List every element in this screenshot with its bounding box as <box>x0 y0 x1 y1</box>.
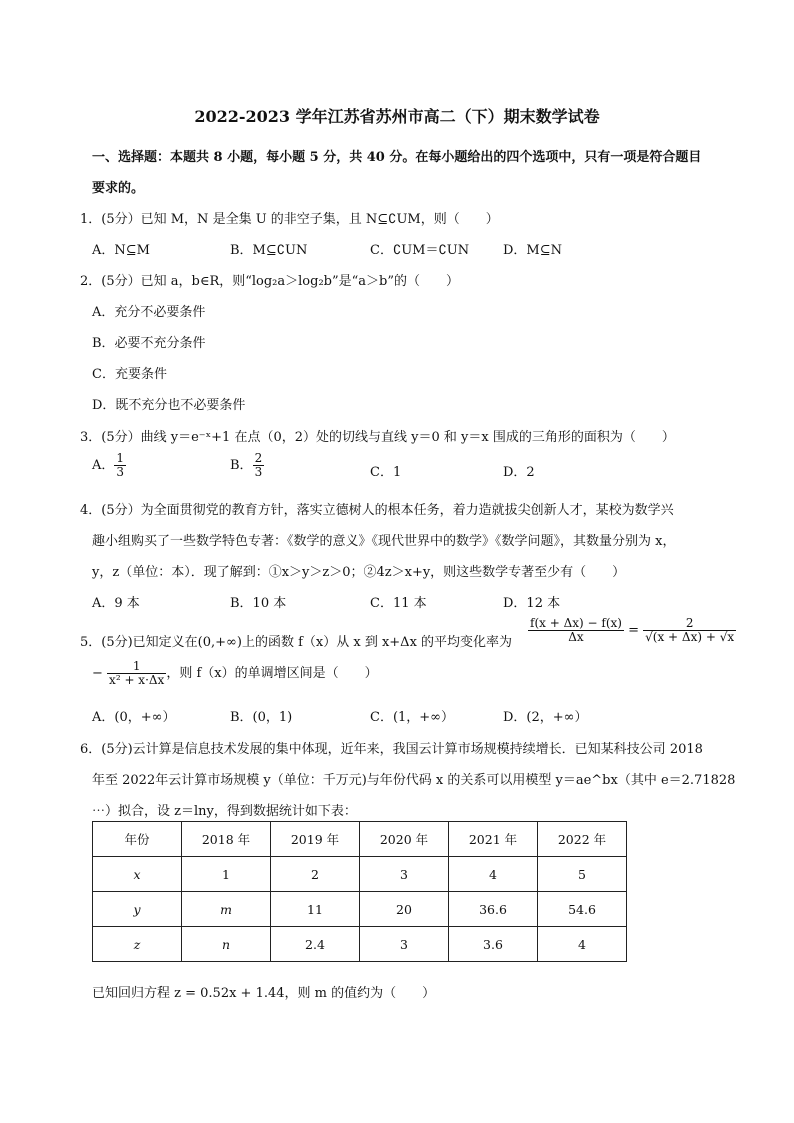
q3-option-b-fraction <box>253 452 265 479</box>
q5-line2-tail: ，则 f（x）的单调增区间是（ ） <box>166 666 378 681</box>
table-header-cell: 2018 年 <box>182 822 271 857</box>
table-cell: 5 <box>538 857 627 892</box>
table-cell: 4 <box>538 927 627 962</box>
q5-line1: 5．(5分)已知定义在(0,+∞)上的函数 f（x）从 x 到 x+Δx 的平均变化率为 <box>80 635 513 650</box>
q1-option-b: B．M⊆∁UN <box>230 243 308 258</box>
table-cell: n <box>182 927 271 962</box>
q3-option-a-label: A． <box>92 458 115 473</box>
q2-option-c: C．充要条件 <box>92 367 167 382</box>
fraction-denominator: Δx <box>568 630 584 644</box>
q6-line3: ⋯）拟合，设 z＝lny，得到数据统计如下表： <box>92 804 357 819</box>
table-cell: 11 <box>271 892 360 927</box>
fraction-denominator: 3 <box>116 465 125 479</box>
q1-stem: 1．(5分）已知 M，N 是全集 U 的非空子集，且 N⊆∁UM，则（ ） <box>80 212 499 227</box>
table-header-cell: 2021 年 <box>449 822 538 857</box>
q1-option-a: A．N⊆M <box>92 243 150 258</box>
table-cell: 2.4 <box>271 927 360 962</box>
q6-after-table: 已知回归方程 z = 0.52x + 1.44，则 m 的值约为（ ） <box>92 986 436 1001</box>
table-cell: z <box>93 927 182 962</box>
table-cell: 3.6 <box>449 927 538 962</box>
q4-option-d: D．12 本 <box>503 596 561 611</box>
table-header-cell: 2019 年 <box>271 822 360 857</box>
table-header-row <box>93 822 627 857</box>
table-header-cell: 年份 <box>93 822 182 857</box>
page-title: 2022-2023 学年江苏省苏州市高二（下）期末数学试卷 <box>194 107 600 126</box>
table-cell: x <box>93 857 182 892</box>
q4-option-b: B．10 本 <box>230 596 287 611</box>
table-cell: 20 <box>360 892 449 927</box>
q4-line2: 趣小组购买了一些数学特色专著：《数学的意义》《现代世界中的数学》《数学问题》，其数量分别为 x， <box>92 534 676 549</box>
table-row <box>93 857 627 892</box>
table-cell: 4 <box>449 857 538 892</box>
minus-sign: − <box>92 666 103 681</box>
fraction-numerator: 2 <box>643 617 736 631</box>
q5-option-a: A．(0，+∞） <box>92 710 176 725</box>
q5-fraction-third <box>107 660 166 687</box>
section-heading-line2: 要求的。 <box>92 181 145 196</box>
q1-option-d: D．M⊆N <box>503 243 563 258</box>
q3-option-a <box>92 452 126 479</box>
q6-line1: 6．(5分)云计算是信息技术发展的集中体现，近年来，我国云计算市场规模持续增长．已知某科技公司 2018 <box>80 742 703 757</box>
q1-option-c: C．∁UM＝∁UN <box>370 243 470 258</box>
q4-option-c: C．11 本 <box>370 596 427 611</box>
q3-option-c: C．1 <box>370 465 402 480</box>
fraction-numerator: 1 <box>107 660 166 674</box>
q3-option-b-label: B． <box>230 458 253 473</box>
q5-fraction-difference <box>528 617 624 644</box>
section-heading-line1: 一、选择题：本题共 8 小题，每小题 5 分，共 40 分。在每小题给出的四个选项中，只有一项是符合题目 <box>92 150 702 165</box>
q2-option-a: A．充分不必要条件 <box>92 305 206 320</box>
q6-line2: 年至 2022年云计算市场规模 y（单位：千万元)与年份代码 x 的关系可以用模型 y＝ae^bx（其中 e＝2.71828 <box>92 773 736 788</box>
q5-option-d: D．(2，+∞） <box>503 710 588 725</box>
table-header-cell: 2022 年 <box>538 822 627 857</box>
q4-option-a: A．9 本 <box>92 596 140 611</box>
q2-option-b: B．必要不充分条件 <box>92 336 206 351</box>
table-cell: m <box>182 892 271 927</box>
q2-stem: 2．(5分）已知 a，b∈R，则“log₂a＞log₂b”是“a＞b”的（ ） <box>80 274 459 289</box>
table-cell: 3 <box>360 927 449 962</box>
q5-avg-rate-expression <box>528 617 736 644</box>
q3-option-b <box>230 452 264 479</box>
q5-fraction-sqrt <box>643 617 736 644</box>
q2-option-d: D．既不充分也不必要条件 <box>92 398 246 413</box>
q3-option-d: D．2 <box>503 465 535 480</box>
table-header-cell: 2020 年 <box>360 822 449 857</box>
fraction-numerator: 1 <box>116 451 125 465</box>
equals-sign: = <box>628 623 639 638</box>
q3-option-a-fraction <box>114 452 126 479</box>
table-cell: 54.6 <box>538 892 627 927</box>
fraction-numerator: f(x + Δx) − f(x) <box>530 616 622 630</box>
table-cell: 1 <box>182 857 271 892</box>
table-cell: 2 <box>271 857 360 892</box>
table-row <box>93 892 627 927</box>
q5-option-c: C．(1，+∞） <box>370 710 455 725</box>
fraction-denominator: 3 <box>254 465 263 479</box>
fraction-denominator: x² + x·Δx <box>109 673 165 687</box>
table-cell: 3 <box>360 857 449 892</box>
q4-line1: 4．(5分）为全面贯彻党的教育方针，落实立德树人的根本任务，着力造就拔尖创新人才，某校为数学兴 <box>80 503 674 518</box>
table-row <box>93 927 627 962</box>
fraction-numerator: 2 <box>254 451 263 465</box>
q4-line3: y，z（单位：本）．现了解到：①x＞y＞z＞0；②4z＞x+y，则这些数学专著至少有（ ） <box>92 565 626 580</box>
table-cell: y <box>93 892 182 927</box>
q6-data-table <box>92 821 627 962</box>
fraction-denominator: √(x + Δx) + √x <box>645 630 735 644</box>
q3-stem: 3．(5分）曲线 y＝e⁻ˣ+1 在点（0，2）处的切线与直线 y＝0 和 y＝x 围成的三角形的面积为（ ） <box>80 430 675 445</box>
table-cell: 36.6 <box>449 892 538 927</box>
q5-line2 <box>92 660 378 687</box>
q5-option-b: B．(0，1) <box>230 710 293 725</box>
